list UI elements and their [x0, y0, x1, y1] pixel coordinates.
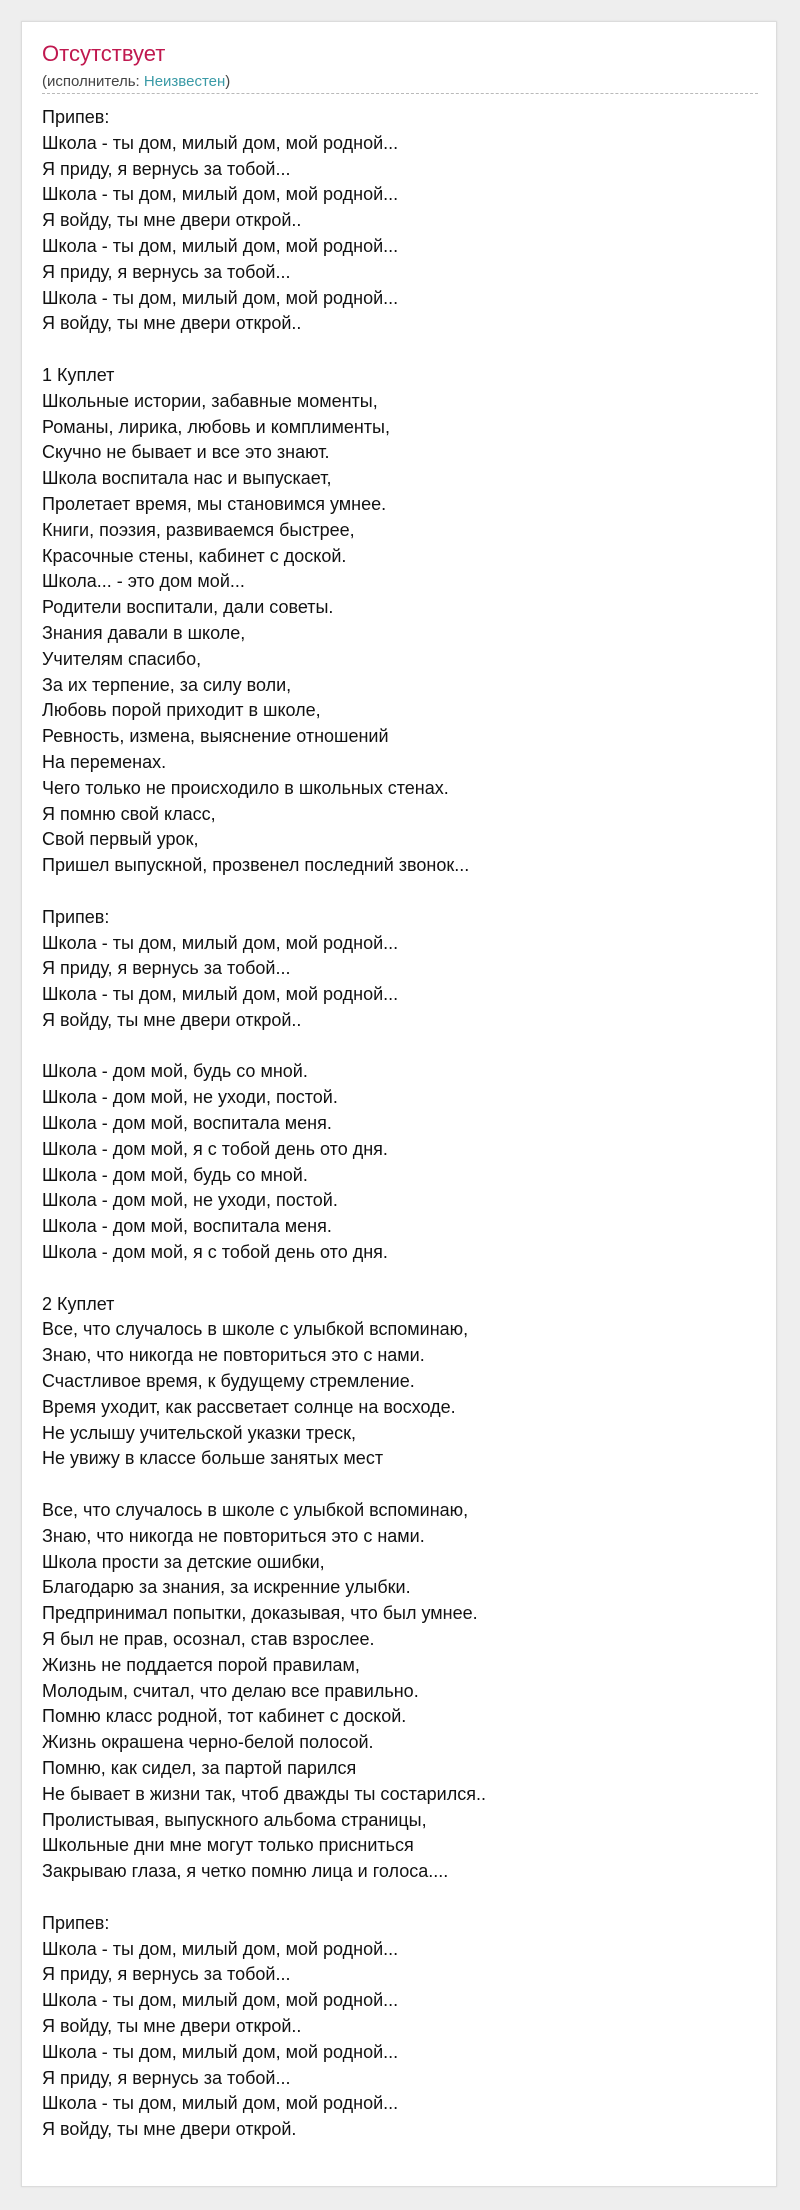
lyric-line: Школьные дни мне могут только присниться: [42, 1835, 414, 1856]
lyric-line: Знания давали в школе,: [42, 622, 246, 643]
lyric-line: Не увижу в классе больше занятых мест: [42, 1448, 384, 1469]
lyric-line: Скучно не бывает и все это знают.: [42, 442, 330, 463]
lyric-line: Я войду, ты мне двери открой..: [42, 1009, 302, 1030]
lyric-line: Не услышу учительской указки треск,: [42, 1422, 357, 1443]
lyric-blank-line: [42, 879, 758, 905]
lyric-line: Я помню свой класс,: [42, 803, 216, 824]
lyric-line: Школа - дом мой, воспитала меня.: [42, 1216, 332, 1237]
lyric-line: Школа - ты дом, милый дом, мой родной...: [42, 287, 399, 308]
lyric-line: Школа - ты дом, милый дом, мой родной...: [42, 132, 399, 153]
lyric-line: Я войду, ты мне двери открой.: [42, 2119, 297, 2140]
lyric-line: Счастливое время, к будущему стремление.: [42, 1371, 415, 1392]
artist-prefix: (исполнитель:: [42, 73, 144, 90]
lyric-line: Жизнь окрашена черно-белой полосой.: [42, 1732, 374, 1753]
lyric-line: Помню класс родной, тот кабинет с доской.: [42, 1706, 407, 1727]
lyric-line: Школа - дом мой, я с тобой день ото дня.: [42, 1138, 388, 1159]
lyric-line: Я приду, я вернусь за тобой...: [42, 2067, 291, 2088]
lyric-line: Я приду, я вернусь за тобой...: [42, 1964, 291, 1985]
lyrics-text: [42, 105, 758, 2143]
lyric-line: Я приду, я вернусь за тобой...: [42, 158, 291, 179]
lyric-line: Любовь порой приходит в школе,: [42, 700, 321, 721]
lyric-line: Я был не прав, осознал, став взрослее.: [42, 1629, 375, 1650]
lyric-line: Помню, как сидел, за партой парился: [42, 1758, 357, 1778]
artist-suffix: ): [225, 73, 231, 90]
lyric-line: Школа прости за детские ошибки,: [42, 1551, 325, 1572]
lyric-blank-line: [42, 337, 758, 363]
lyric-line: Пришел выпускной, прозвенел последний звонок...: [42, 855, 470, 876]
lyric-line: На переменах.: [42, 751, 167, 772]
lyric-line: Предпринимал попытки, доказывая, что был умнее.: [42, 1603, 478, 1624]
lyric-line: Школа - дом мой, будь со мной.: [42, 1061, 308, 1082]
lyric-line: Молодым, считал, что делаю все правильно.: [42, 1680, 419, 1701]
lyric-line: 1 Куплет: [42, 364, 115, 385]
song-title: Отсутствует: [42, 41, 166, 66]
lyric-line: Ревность, измена, выяснение отношений: [42, 726, 389, 747]
lyric-line: Школа - дом мой, не уходи, постой.: [42, 1190, 338, 1211]
lyric-line: Родители воспитали, дали советы.: [42, 597, 334, 618]
lyric-line: Жизнь не поддается порой правилам,: [42, 1654, 360, 1675]
lyric-line: Не бывает в жизни так, чтоб дважды ты состарился..: [42, 1783, 486, 1804]
lyric-blank-line: [42, 1266, 758, 1292]
lyric-line: Школа - ты дом, милый дом, мой родной...: [42, 1938, 399, 1959]
lyric-blank-line: [42, 1885, 758, 1911]
lyric-line: Школа - ты дом, милый дом, мой родной...: [42, 1990, 399, 2011]
lyric-line: Закрываю глаза, я четко помню лица и голоса....: [42, 1861, 449, 1882]
lyric-line: Школа... - это дом мой...: [42, 571, 245, 592]
lyric-line: Я войду, ты мне двери открой..: [42, 2015, 302, 2036]
title-divider: [42, 93, 758, 94]
lyric-line: Школа - ты дом, милый дом, мой родной...: [42, 984, 399, 1005]
lyric-line: Школьные истории, забавные моменты,: [42, 390, 378, 411]
lyric-line: Школа - ты дом, милый дом, мой родной...: [42, 2041, 399, 2062]
artist-line: [42, 73, 230, 91]
lyric-line: Благодарю за знания, за искренние улыбки.: [42, 1577, 411, 1598]
lyric-line: Я войду, ты мне двери открой..: [42, 210, 302, 231]
lyric-line: Учителям спасибо,: [42, 648, 202, 669]
lyric-line: Школа - дом мой, будь со мной.: [42, 1164, 308, 1185]
artist-link[interactable]: Неизвестен: [143, 73, 226, 90]
lyric-line: Припев:: [42, 107, 110, 127]
lyric-line: Школа - ты дом, милый дом, мой родной...: [42, 2093, 399, 2114]
lyric-line: Школа - дом мой, я с тобой день ото дня.: [42, 1242, 388, 1263]
lyrics-card: [21, 21, 777, 2187]
lyric-line: Знаю, что никогда не повториться это с нами.: [42, 1525, 425, 1546]
lyric-line: Школа - дом мой, не уходи, постой.: [42, 1087, 338, 1108]
lyric-line: Красочные стены, кабинет с доской.: [42, 545, 347, 566]
lyric-blank-line: [42, 1034, 758, 1060]
lyric-line: Я войду, ты мне двери открой..: [42, 313, 302, 334]
lyric-line: Школа - дом мой, воспитала меня.: [42, 1113, 332, 1134]
lyric-line: Знаю, что никогда не повториться это с нами.: [42, 1345, 425, 1366]
lyric-line: Свой первый урок,: [42, 829, 199, 850]
lyric-line: Школа - ты дом, милый дом, мой родной...: [42, 184, 399, 205]
lyric-line: Книги, поэзия, развиваемся быстрее,: [42, 519, 355, 540]
lyric-line: За их терпение, за силу воли,: [42, 674, 292, 695]
lyric-line: Я приду, я вернусь за тобой...: [42, 958, 291, 979]
lyric-line: Время уходит, как рассветает солнце на восходе.: [42, 1396, 456, 1417]
lyric-line: Припев:: [42, 906, 110, 927]
lyric-line: Все, что случалось в школе с улыбкой вспоминаю,: [42, 1500, 469, 1521]
lyric-line: Чего только не происходило в школьных стенах.: [42, 777, 449, 798]
lyric-line: Все, что случалось в школе с улыбкой вспоминаю,: [42, 1319, 469, 1340]
lyric-line: Припев:: [42, 1912, 110, 1933]
lyric-line: Я приду, я вернусь за тобой...: [42, 261, 291, 282]
lyric-line: Школа - ты дом, милый дом, мой родной...: [42, 235, 399, 256]
lyric-line: Пролистывая, выпускного альбома страницы,: [42, 1809, 427, 1830]
lyric-blank-line: [42, 1472, 758, 1498]
lyric-line: Пролетает время, мы становимся умнее.: [42, 493, 387, 514]
lyric-line: Романы, лирика, любовь и комплименты,: [42, 416, 390, 437]
lyric-line: Школа - ты дом, милый дом, мой родной...: [42, 932, 399, 953]
lyric-line: Школа воспитала нас и выпускает,: [42, 468, 332, 489]
lyric-line: 2 Куплет: [42, 1293, 115, 1314]
